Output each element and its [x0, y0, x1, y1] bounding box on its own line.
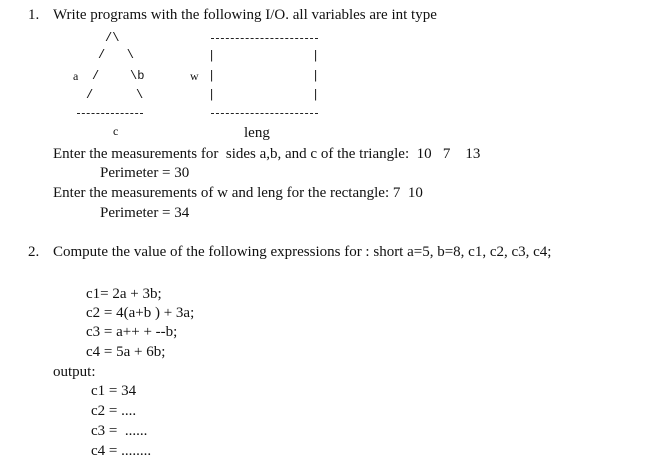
rectangle-top-line — [211, 38, 318, 39]
triangle-apex-top: /\ — [105, 31, 120, 45]
expression-c2: c2 = 4(a+b ) + 3a; — [86, 305, 195, 321]
triangle-apex-mid: / \ — [98, 48, 135, 62]
triangle-right-lower: \ — [136, 88, 144, 102]
triangle-label-a: a — [73, 69, 79, 83]
triangle-label-b: \b — [130, 69, 145, 83]
rectangle-label-w: w — [190, 69, 199, 83]
rectangle-left-bar-2: | — [208, 69, 216, 83]
expression-c1: c1= 2a + 3b; — [86, 286, 162, 302]
output-c3: c3 = ...... — [91, 423, 148, 439]
triangle-left-side: / — [92, 69, 100, 83]
output-c4: c4 = ........ — [91, 443, 152, 459]
rectangle-bottom-line — [211, 113, 318, 114]
triangle-label-c: c — [113, 124, 119, 138]
rectangle-right-bar-3: | — [312, 88, 320, 102]
triangle-base-line — [77, 113, 143, 114]
rectangle-right-bar-2: | — [312, 69, 320, 83]
q1-title: Write programs with the following I/O. all variables are int type — [53, 7, 437, 23]
rectangle-left-bar-3: | — [208, 88, 216, 102]
expression-c3: c3 = a++ + --b; — [86, 324, 178, 340]
q1-prompt-triangle: Enter the measurements for sides a,b, and c of the triangle: 10 7 13 — [53, 146, 481, 162]
rectangle-right-bar-1: | — [312, 49, 320, 63]
output-c1: c1 = 34 — [91, 383, 137, 399]
triangle-left-lower: / — [86, 88, 94, 102]
output-c2: c2 = .... — [91, 403, 137, 419]
q2-number: 2. — [28, 244, 40, 260]
q1-number: 1. — [28, 7, 40, 23]
expression-c4: c4 = 5a + 6b; — [86, 344, 166, 360]
rectangle-left-bar-1: | — [208, 49, 216, 63]
rectangle-label-leng: leng — [244, 125, 270, 141]
q1-perimeter-triangle: Perimeter = 30 — [100, 165, 190, 181]
output-label: output: — [53, 364, 96, 380]
q2-title: Compute the value of the following expressions for : short a=5, b=8, c1, c2, c3, c4; — [53, 244, 552, 260]
q1-perimeter-rectangle: Perimeter = 34 — [100, 205, 190, 221]
q1-prompt-rectangle: Enter the measurements of w and leng for the rectangle: 7 10 — [53, 185, 423, 201]
